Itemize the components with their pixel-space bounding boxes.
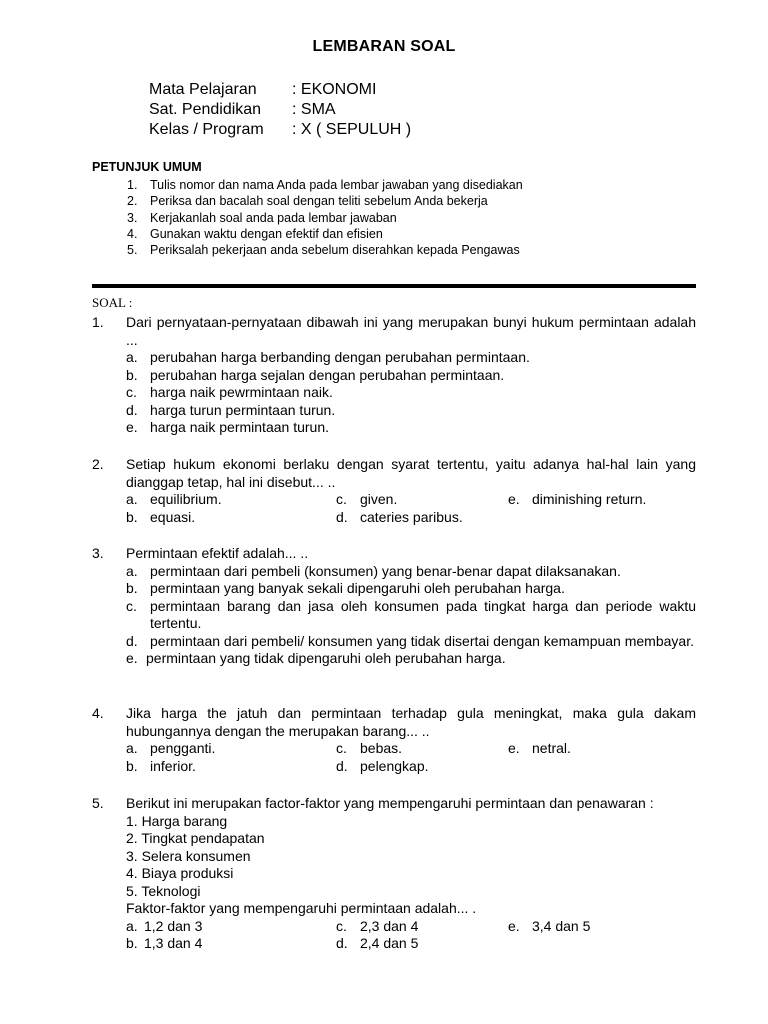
question-text: Dari pernyataan-pernyataan dibawah ini yang merupakan bunyi hukum permintaan adalah ... xyxy=(126,314,696,348)
page-title: LEMBARAN SOAL xyxy=(312,38,456,55)
option-item xyxy=(336,758,508,776)
factor-item: 2. Tingkat pendapatan xyxy=(126,830,265,846)
soal-label: SOAL : xyxy=(92,295,133,310)
option-text: 2,4 dan 5 xyxy=(360,935,419,951)
option-letter: a. xyxy=(126,562,138,579)
option-item xyxy=(126,419,696,437)
option-item xyxy=(126,509,336,527)
option-text: permintaan yang banyak sekali dipengaruhi oleh perubahan harga. xyxy=(150,580,565,596)
meta-value: : X ( SEPULUH ) xyxy=(292,121,412,138)
question-stem xyxy=(92,795,696,813)
question-text: Permintaan efektif adalah... .. xyxy=(126,545,309,561)
question-stem xyxy=(92,545,696,563)
option-text: permintaan yang tidak dipengaruhi oleh perubahan harga. xyxy=(146,650,506,666)
option-text: harga turun permintaan turun. xyxy=(150,401,336,418)
instruction-number: 1. xyxy=(127,178,138,192)
meta-label: Mata Pelajaran xyxy=(149,81,257,98)
section-divider xyxy=(92,284,696,288)
instruction-item xyxy=(127,226,523,242)
option-item xyxy=(126,740,336,758)
option-text: harga naik pewrmintaan naik. xyxy=(150,384,333,400)
instruction-text: Periksa dan bacalah soal dengan teliti sebelum Anda bekerja xyxy=(150,194,488,209)
question-number: 3. xyxy=(92,545,104,561)
option-letter: d. xyxy=(336,508,348,525)
option-item xyxy=(336,918,508,936)
option-letter: c. xyxy=(336,491,347,507)
subject-info xyxy=(149,80,411,140)
question-prompt: Faktor-faktor yang mempengaruhi permintaan adalah... . xyxy=(126,900,477,916)
option-item xyxy=(126,758,336,776)
meta-label: Sat. Pendidikan xyxy=(149,101,262,118)
meta-row xyxy=(149,80,411,100)
question-text: Setiap hukum ekonomi berlaku dengan syarat tertentu, yaitu adanya hal-hal lain yang dianggap tetap, hal ini disebut... .. xyxy=(126,456,696,490)
question-2 xyxy=(92,456,696,526)
option-list xyxy=(126,563,696,668)
option-text: permintaan dari pembeli (konsumen) yang benar-benar dapat dilaksanakan. xyxy=(150,562,621,579)
option-text: 2,3 dan 4 xyxy=(360,917,419,934)
option-item xyxy=(508,740,708,758)
option-letter: b. xyxy=(126,508,138,525)
option-item xyxy=(126,402,696,420)
instructions-heading: PETUNJUK UMUM xyxy=(92,160,202,174)
instruction-number: 3. xyxy=(127,210,138,225)
option-item xyxy=(336,935,508,953)
option-text: pengganti. xyxy=(150,740,216,756)
instruction-item xyxy=(127,177,523,193)
option-letter: d. xyxy=(126,401,138,418)
option-text: given. xyxy=(360,491,398,507)
option-letter: e. xyxy=(508,491,520,507)
option-text: 1,2 dan 3 xyxy=(144,917,203,934)
option-letter: d. xyxy=(336,935,348,951)
factor-item: 4. Biaya produksi xyxy=(126,865,234,881)
option-text: permintaan dari pembeli/ konsumen yang tidak disertai dengan kemampuan membayar. xyxy=(150,632,694,649)
option-letter: a. xyxy=(126,349,138,365)
question-4 xyxy=(92,705,696,775)
meta-row xyxy=(149,100,411,120)
option-text: equilibrium. xyxy=(150,491,222,507)
instruction-number: 4. xyxy=(127,226,138,241)
instruction-item xyxy=(127,242,523,258)
option-letter: a. xyxy=(126,491,138,507)
option-letter: e. xyxy=(126,650,138,666)
option-item xyxy=(126,384,696,402)
option-item xyxy=(126,491,336,509)
option-text: cateries paribus. xyxy=(360,508,463,525)
question-1 xyxy=(92,314,696,437)
instruction-text: Periksalah pekerjaan anda sebelum diserahkan kepada Pengawas xyxy=(150,243,520,258)
question-stem xyxy=(92,456,696,491)
meta-row xyxy=(149,120,411,140)
option-item xyxy=(336,509,508,527)
option-item xyxy=(508,491,708,509)
option-grid xyxy=(126,918,696,953)
option-letter: e. xyxy=(508,917,520,934)
meta-label: Kelas / Program xyxy=(149,121,264,138)
option-item xyxy=(508,918,708,936)
question-number: 1. xyxy=(92,314,104,330)
option-letter: c. xyxy=(126,597,137,614)
factor-list xyxy=(126,813,696,918)
option-grid xyxy=(126,740,696,775)
option-letter: d. xyxy=(336,757,348,774)
instructions-list xyxy=(127,177,523,258)
instruction-number: 2. xyxy=(127,194,138,209)
option-letter: a. xyxy=(126,740,138,756)
option-text: harga naik permintaan turun. xyxy=(150,419,329,435)
question-text: Berikut ini merupakan factor-faktor yang mempengaruhi permintaan dan penawaran : xyxy=(126,795,654,811)
option-text: pelengkap. xyxy=(360,757,429,774)
option-letter: e. xyxy=(508,740,520,756)
option-grid xyxy=(126,491,696,526)
option-letter: d. xyxy=(126,632,138,649)
instruction-text: Tulis nomor dan nama Anda pada lembar jawaban yang disediakan xyxy=(150,178,523,192)
option-letter: b. xyxy=(126,935,138,951)
option-text: 3,4 dan 5 xyxy=(532,917,591,934)
option-item xyxy=(126,918,336,936)
option-text: perubahan harga sejalan dengan perubahan permintaan. xyxy=(150,366,505,383)
option-text: bebas. xyxy=(360,740,403,756)
instruction-item xyxy=(127,210,523,226)
instruction-text: Kerjakanlah soal anda pada lembar jawaban xyxy=(150,210,397,225)
question-stem xyxy=(92,314,696,349)
option-list xyxy=(126,349,696,437)
option-item xyxy=(126,935,336,953)
meta-value: : EKONOMI xyxy=(292,81,377,98)
option-text: netral. xyxy=(532,740,571,756)
option-item xyxy=(126,650,696,668)
option-text: inferior. xyxy=(150,757,196,774)
option-letter: a. xyxy=(126,917,138,934)
option-item xyxy=(126,633,696,651)
question-number: 2. xyxy=(92,456,104,472)
option-item xyxy=(336,740,508,758)
option-text: 1,3 dan 4 xyxy=(144,935,203,951)
option-letter: c. xyxy=(126,384,137,400)
option-item xyxy=(336,491,508,509)
option-letter: c. xyxy=(336,917,347,934)
instruction-text: Gunakan waktu dengan efektif dan efisien xyxy=(150,226,383,241)
question-stem xyxy=(92,705,696,740)
option-letter: c. xyxy=(336,740,347,756)
option-item xyxy=(126,349,696,367)
instruction-number: 5. xyxy=(127,243,138,258)
option-text: perubahan harga berbanding dengan perubahan permintaan. xyxy=(150,349,530,365)
option-letter: b. xyxy=(126,366,138,383)
option-item xyxy=(126,563,696,581)
option-letter: b. xyxy=(126,757,138,774)
question-number: 4. xyxy=(92,705,104,721)
option-text: equasi. xyxy=(150,508,196,525)
meta-value: : SMA xyxy=(292,101,336,118)
question-text: Jika harga the jatuh dan permintaan terhadap gula meningkat, maka gula dakam hubungannya dengan the merupakan barang... .. xyxy=(126,705,696,739)
option-item xyxy=(126,580,696,598)
option-text: permintaan barang dan jasa oleh konsumen pada tingkat harga dan periode waktu tertentu. xyxy=(150,597,696,631)
option-letter: b. xyxy=(126,580,138,596)
factor-item: 1. Harga barang xyxy=(126,812,228,829)
factor-item: 3. Selera konsumen xyxy=(126,847,251,864)
question-3 xyxy=(92,545,696,668)
option-item xyxy=(126,598,696,633)
factor-item: 5. Teknologi xyxy=(126,882,201,899)
option-letter: e. xyxy=(126,419,138,435)
question-number: 5. xyxy=(92,795,104,811)
instruction-item xyxy=(127,193,523,209)
option-text: diminishing return. xyxy=(532,491,647,507)
question-5 xyxy=(92,795,696,953)
option-item xyxy=(126,367,696,385)
